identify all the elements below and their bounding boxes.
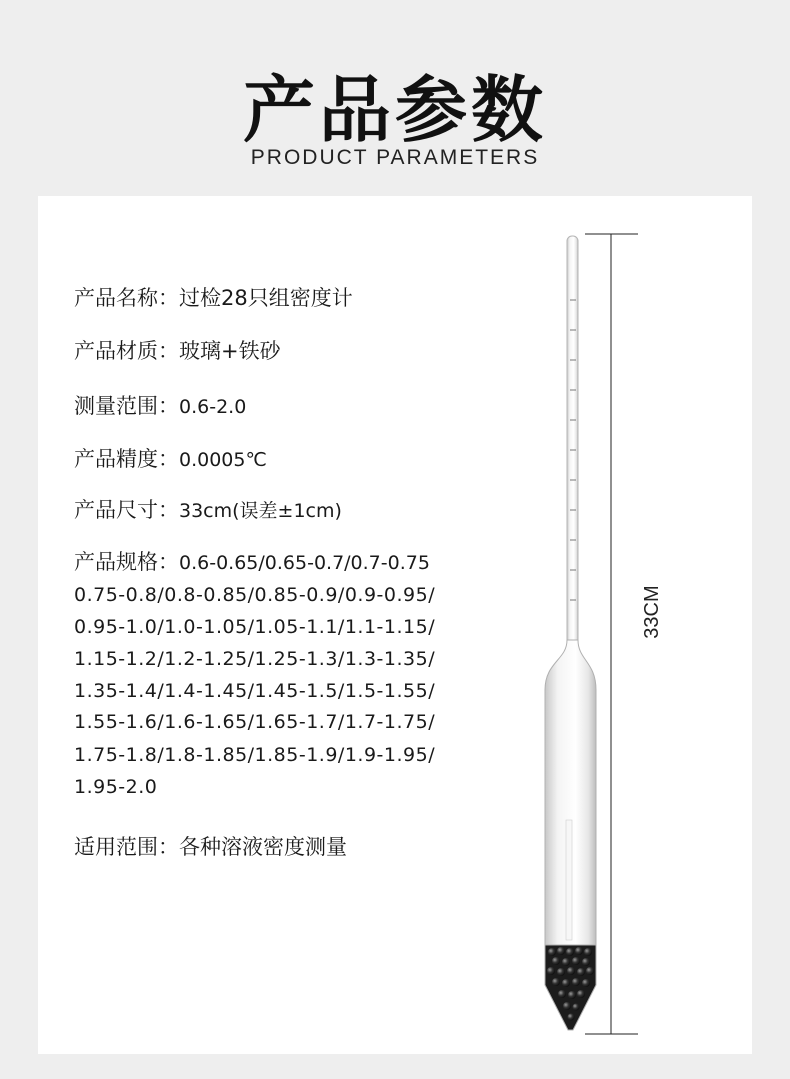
param-value: 0.6-2.0 [179,396,247,418]
spec-line: 1.75-1.8/1.8-1.85/1.85-1.9/1.9-1.95/ [74,744,436,766]
param-value: 过检28只组密度计 [179,286,353,310]
param-value: 玻璃+铁砂 [179,339,281,363]
page-subtitle: PRODUCT PARAMETERS [250,146,540,169]
spec-line: 1.55-1.6/1.6-1.65/1.65-1.7/1.7-1.75/ [74,711,436,733]
param-label: 产品尺寸： [74,498,179,522]
spec-line: 0.6-0.65/0.65-0.7/0.7-0.75 [179,552,430,574]
param-label: 产品材质： [74,339,179,363]
spec-line: 0.75-0.8/0.8-0.85/0.85-0.9/0.9-0.95/ [74,584,436,606]
param-value: 各种溶液密度测量 [179,835,347,859]
param-value: 0.0005℃ [179,449,267,471]
spec-line: 0.95-1.0/1.0-1.05/1.05-1.1/1.1-1.15/ [74,616,436,638]
dimension-label: 33CM [641,585,663,639]
param-label: 产品规格： [74,550,179,574]
param-label: 测量范围： [74,394,179,418]
spec-line: 1.15-1.2/1.2-1.25/1.25-1.3/1.3-1.35/ [74,648,436,670]
hydrometer-bulb [545,640,596,945]
iron-sand-ballast [545,945,596,1030]
param-value: 33cm(误差±1cm) [179,500,342,522]
hydrometer-stem [567,236,578,646]
page-title: 产品参数 [242,68,547,152]
param-label: 适用范围： [74,835,179,859]
param-label: 产品名称： [74,286,179,310]
param-label: 产品精度： [74,447,179,471]
spec-line: 1.95-2.0 [74,776,158,798]
spec-line: 1.35-1.4/1.4-1.45/1.45-1.5/1.5-1.55/ [74,680,436,702]
